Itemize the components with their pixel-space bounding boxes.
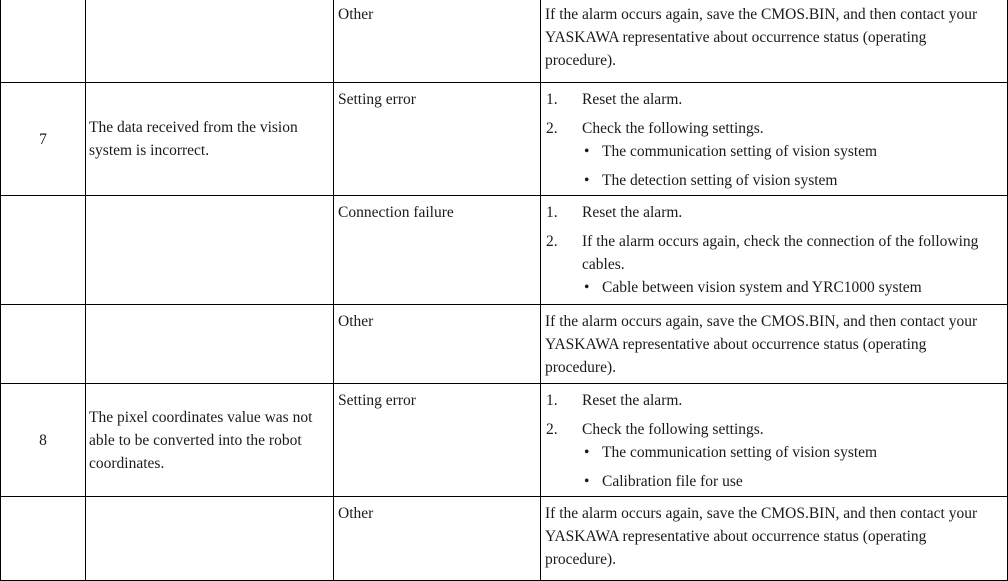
bullet-dot-icon: • [584, 444, 590, 461]
bullet-dot-icon: • [584, 172, 590, 189]
remedy-cell [541, 83, 1008, 196]
alarm-number: 8 [1, 384, 86, 497]
step-number: 2. [546, 421, 558, 438]
step-number: 2. [546, 120, 558, 137]
step-text: Reset the alarm. [582, 392, 683, 409]
remedy-cell [541, 196, 1008, 305]
bullet-dot-icon: • [584, 473, 590, 490]
remedy-cell [541, 0, 1008, 83]
table-row [1, 0, 1008, 83]
alarm-description [86, 0, 334, 83]
alarm-description [86, 305, 334, 384]
alarm-cause: Other [334, 305, 541, 384]
bullet-item [582, 140, 1001, 163]
bullet-item [582, 470, 1001, 493]
bullet-dot-icon: • [584, 143, 590, 160]
bullet-list [582, 140, 1001, 192]
step-text: Reset the alarm. [582, 91, 683, 108]
alarm-description: The pixel coordinates value was not able to be converted into the robot coordinates. [86, 384, 334, 497]
bullet-item [582, 276, 1001, 299]
step-text: Reset the alarm. [582, 204, 683, 221]
remedy-step [545, 117, 1001, 192]
remedy-step [545, 230, 1001, 299]
alarm-cause: Other [334, 0, 541, 83]
table-row [1, 497, 1008, 581]
remedy-step [545, 418, 1001, 493]
remedy-step [545, 88, 1001, 111]
alarm-cause: Setting error [334, 83, 541, 196]
bullet-list [582, 441, 1001, 493]
table-row [1, 83, 1008, 196]
alarm-number [1, 305, 86, 384]
remedy-cell [541, 497, 1008, 581]
alarm-number: 7 [1, 83, 86, 196]
step-number: 2. [546, 233, 558, 250]
bullet-text: Cable between vision system and YRC1000 system [602, 279, 922, 296]
bullet-dot-icon: • [584, 279, 590, 296]
alarm-number [1, 497, 86, 581]
bullet-item [582, 441, 1001, 464]
step-number: 1. [546, 91, 558, 108]
remedy-step [545, 201, 1001, 224]
bullet-text: Calibration file for use [602, 473, 743, 490]
alarm-cause: Connection failure [334, 196, 541, 305]
table-row [1, 196, 1008, 305]
alarm-number [1, 0, 86, 83]
alarm-cause: Setting error [334, 384, 541, 497]
remedy-text: If the alarm occurs again, save the CMOS.BIN, and then contact your YASKAWA representative about occurrence status (operating procedure). [545, 313, 978, 376]
remedy-text: If the alarm occurs again, save the CMOS.BIN, and then contact your YASKAWA representative about occurrence status (operating procedure). [545, 505, 978, 568]
remedy-cell [541, 305, 1008, 384]
table-row [1, 305, 1008, 384]
remedy-step [545, 389, 1001, 412]
bullet-list [582, 276, 1001, 299]
alarm-description [86, 497, 334, 581]
bullet-text: The communication setting of vision system [602, 143, 878, 160]
step-text: Check the following settings. [582, 421, 764, 438]
alarm-number [1, 196, 86, 305]
alarm-cause: Other [334, 497, 541, 581]
alarm-description [86, 196, 334, 305]
bullet-text: The communication setting of vision system [602, 444, 878, 461]
alarm-description: The data received from the vision system is incorrect. [86, 83, 334, 196]
table-row [1, 384, 1008, 497]
bullet-item [582, 169, 1001, 192]
step-text: Check the following settings. [582, 120, 764, 137]
step-text: If the alarm occurs again, check the connection of the following cables. [582, 233, 979, 273]
step-number: 1. [546, 204, 558, 221]
remedy-text: If the alarm occurs again, save the CMOS.BIN, and then contact your YASKAWA representative about occurrence status (operating procedure). [545, 6, 978, 69]
step-number: 1. [546, 392, 558, 409]
bullet-text: The detection setting of vision system [602, 172, 838, 189]
remedy-cell [541, 384, 1008, 497]
